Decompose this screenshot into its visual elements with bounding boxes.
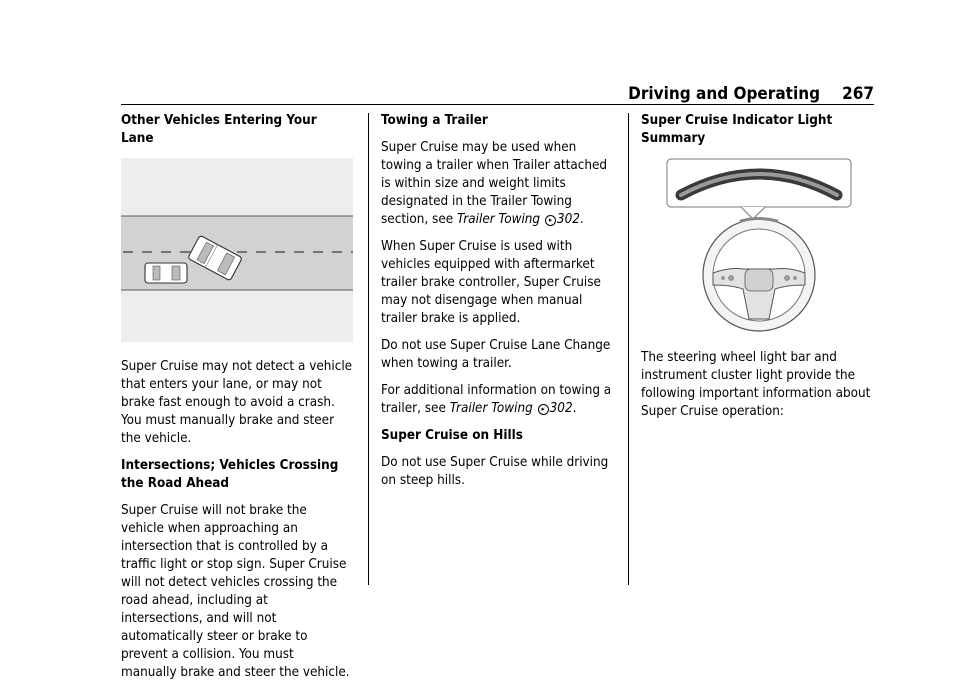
column-divider-2 bbox=[628, 113, 629, 585]
para-towing-3: Do not use Super Cruise Lane Change when towing a trailer. bbox=[381, 338, 611, 371]
page-reference-icon: ▸ bbox=[538, 404, 549, 415]
para-towing-4 bbox=[381, 382, 613, 418]
vehicle-in-lane bbox=[145, 263, 187, 283]
heading-other-vehicles: Other Vehicles Entering Your Lane bbox=[121, 113, 317, 146]
xref-page-number-2[interactable]: 302 bbox=[549, 401, 573, 416]
header-rule bbox=[121, 104, 874, 105]
page-header bbox=[628, 84, 874, 104]
para-towing-1 bbox=[381, 139, 613, 229]
xref-page-number[interactable]: 302 bbox=[556, 212, 580, 227]
column-divider-1 bbox=[368, 113, 369, 585]
column-2 bbox=[381, 112, 613, 499]
para-hills: Do not use Super Cruise while driving on steep hills. bbox=[381, 455, 609, 488]
column-3 bbox=[641, 112, 873, 430]
para-towing-2: When Super Cruise is used with vehicles equipped with aftermarket trailer brake controller, Super Cruise may not disengage when manual trailer brake is applied. bbox=[381, 239, 601, 326]
heading-towing: Towing a Trailer bbox=[381, 113, 488, 128]
para-intersections: Super Cruise will not brake the vehicle when approaching an intersection that is controlled by a traffic light or stop sign. Super Cruise will not detect vehicles crossing the road ahead, including at intersections, and will not automatically steer or brake to prevent a collision. You must manually brake and steer the vehicle. bbox=[121, 503, 350, 680]
para-light-bar: The steering wheel light bar and instrument cluster light provide the following important information about Super Cruise operation: bbox=[641, 350, 871, 419]
para-not-detect: Super Cruise may not detect a vehicle that enters your lane, or may not brake fast enough to avoid a crash. You must manually brake and steer the vehicle. bbox=[121, 359, 353, 446]
page-reference-icon: ▸ bbox=[545, 215, 556, 226]
steering-wheel bbox=[703, 219, 815, 332]
period: . bbox=[579, 212, 584, 227]
steering-wheel-light-bar-illustration bbox=[641, 157, 873, 337]
para-towing-1-text: Super Cruise may be used when towing a trailer when Trailer attached is within size and weight limits designated in the Trailer Towing section, see bbox=[381, 140, 608, 227]
heading-hills: Super Cruise on Hills bbox=[381, 428, 523, 443]
lane-entry-illustration bbox=[121, 158, 353, 342]
xref-trailer-towing-link-2[interactable]: Trailer Towing bbox=[449, 401, 533, 416]
column-1 bbox=[121, 112, 353, 691]
para-towing-4-text: For additional information on towing a trailer, see bbox=[381, 383, 612, 416]
page-number: 267 bbox=[842, 84, 874, 104]
xref-trailer-towing-link[interactable]: Trailer Towing bbox=[456, 212, 541, 227]
period: . bbox=[572, 401, 577, 416]
heading-intersections: Intersections; Vehicles Crossing the Road Ahead bbox=[121, 458, 339, 491]
heading-indicator: Super Cruise Indicator Light Summary bbox=[641, 113, 833, 146]
section-title: Driving and Operating bbox=[628, 84, 821, 104]
